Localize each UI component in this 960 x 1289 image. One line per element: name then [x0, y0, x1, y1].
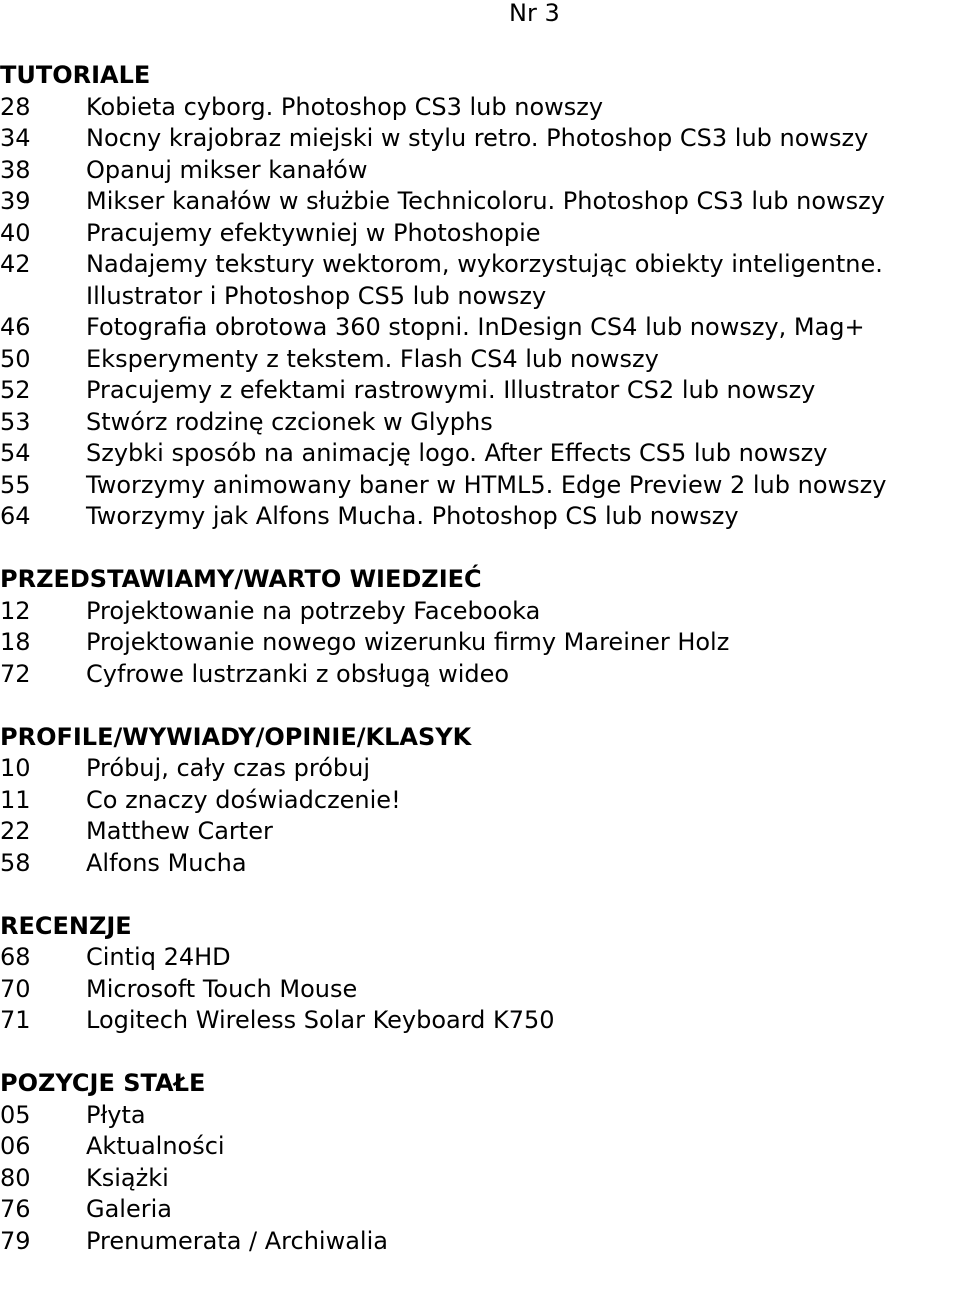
entry-page-number: 76: [0, 1195, 31, 1223]
entry-page-number: 53: [0, 407, 31, 436]
entry-title: Microsoft Touch Mouse: [86, 974, 358, 1003]
entry-title: Książki: [86, 1163, 169, 1192]
entry-title: Stwórz rodzinę czcionek w Glyphs: [86, 407, 493, 436]
entry-page-number: 12: [0, 596, 31, 625]
entry-title: Płyta: [86, 1100, 146, 1129]
list-item: [0, 344, 960, 376]
list-item: [0, 1194, 960, 1226]
entry-page-number: 55: [0, 470, 31, 499]
entry-page-number: 18: [0, 628, 31, 656]
entry-page-number: 50: [0, 344, 31, 373]
entry-page-number: 71: [0, 1006, 31, 1034]
list-item: [0, 470, 960, 502]
entry-page-number: 58: [0, 848, 31, 877]
list-item: [0, 501, 960, 533]
list-item: [0, 848, 960, 880]
list-item: [0, 186, 960, 218]
list-item: [0, 312, 960, 344]
list-item: [0, 218, 960, 250]
section-title-recenzje: RECENZJE: [0, 911, 132, 940]
entry-title: Szybki sposób na animację logo. After Effects CS5 lub nowszy: [86, 439, 828, 467]
list-item: [0, 753, 960, 785]
entry-title: Pracujemy z efektami rastrowymi. Illustrator CS2 lub nowszy: [86, 376, 816, 404]
entry-page-number: 80: [0, 1163, 31, 1192]
entry-page-number: 05: [0, 1100, 31, 1129]
entry-title: Fotografia obrotowa 360 stopni. InDesign CS4 lub nowszy, Mag+: [86, 313, 865, 341]
section-recenzje: [0, 911, 960, 1037]
entry-title: Mikser kanałów w służbie Technicoloru. Photoshop CS3 lub nowszy: [86, 187, 885, 215]
section-profile: [0, 722, 960, 880]
entry-title: Próbuj, cały czas próbuj: [86, 754, 371, 782]
entry-title: Prenumerata / Archiwalia: [86, 1226, 388, 1255]
entry-title: Pracujemy efektywniej w Photoshopie: [86, 218, 541, 247]
entry-title-continuation: Illustrator i Photoshop CS5 lub nowszy: [86, 281, 547, 310]
entry-title: Cintiq 24HD: [86, 943, 231, 971]
list-item: [0, 816, 960, 848]
entry-title: Galeria: [86, 1195, 172, 1223]
entry-page-number: 72: [0, 659, 31, 688]
entry-page-number: 34: [0, 124, 31, 152]
entry-page-number: 54: [0, 439, 31, 467]
entry-title: Projektowanie nowego wizerunku firmy Mareiner Holz: [86, 628, 730, 656]
entry-title: Logitech Wireless Solar Keyboard K750: [86, 1006, 555, 1034]
list-item: [0, 1005, 960, 1037]
entry-title: Co znaczy doświadczenie!: [86, 785, 401, 814]
section-pozycje-stale: [0, 1068, 960, 1257]
entry-page-number: 38: [0, 155, 31, 184]
list-item: [0, 123, 960, 155]
entry-title: Matthew Carter: [86, 817, 273, 845]
list-item: [0, 659, 960, 691]
list-item: [0, 407, 960, 439]
entry-page-number: 40: [0, 218, 31, 247]
list-item: [0, 1226, 960, 1258]
list-item: [0, 596, 960, 628]
entry-title: Tworzymy jak Alfons Mucha. Photoshop CS lub nowszy: [86, 502, 739, 530]
section-title-pozycje-stale: POZYCJE STAŁE: [0, 1069, 206, 1097]
entry-page-number: 64: [0, 502, 31, 530]
list-item: [0, 92, 960, 124]
entry-page-number: 39: [0, 187, 31, 215]
entry-page-number: 70: [0, 974, 31, 1003]
list-item: [0, 1163, 960, 1195]
list-item: [0, 1131, 960, 1163]
list-item: [0, 1100, 960, 1132]
entry-page-number: 46: [0, 313, 31, 341]
entry-page-number: 28: [0, 92, 31, 121]
entry-title-multiline: [86, 249, 960, 312]
list-item: [0, 155, 960, 187]
list-item: [0, 375, 960, 407]
entry-page-number: 79: [0, 1226, 31, 1255]
entry-title: Tworzymy animowany baner w HTML5. Edge Preview 2 lub nowszy: [86, 470, 887, 499]
page-number: Nr 3: [509, 0, 560, 27]
entry-title: Kobieta cyborg. Photoshop CS3 lub nowszy: [86, 92, 604, 121]
list-item: [0, 627, 960, 659]
section-tutoriale: [0, 60, 960, 533]
entry-page-number: 68: [0, 943, 31, 971]
entry-page-number: 42: [0, 250, 31, 278]
entry-title: Nadajemy tekstury wektorom, wykorzystując obiekty inteligentne.: [86, 250, 883, 278]
entry-page-number: 52: [0, 376, 31, 404]
entry-page-number: 22: [0, 817, 31, 845]
entry-page-number: 11: [0, 785, 31, 814]
section-title-tutoriale: TUTORIALE: [0, 61, 151, 89]
list-item: [0, 974, 960, 1006]
entry-title: Aktualności: [86, 1132, 225, 1160]
entry-title: Eksperymenty z tekstem. Flash CS4 lub nowszy: [86, 344, 659, 373]
entry-title: Opanuj mikser kanałów: [86, 155, 368, 184]
entry-page-number: 06: [0, 1132, 31, 1160]
list-item: [0, 785, 960, 817]
list-item: [0, 249, 960, 312]
section-title-przedstawiamy: PRZEDSTAWIAMY/WARTO WIEDZIEĆ: [0, 565, 482, 593]
list-item: [0, 942, 960, 974]
list-item: [0, 438, 960, 470]
section-title-profile: PROFILE/WYWIADY/OPINIE/KLASYK: [0, 722, 472, 751]
entry-title: Projektowanie na potrzeby Facebooka: [86, 596, 541, 625]
entry-title: Cyfrowe lustrzanki z obsługą wideo: [86, 659, 510, 688]
section-przedstawiamy: [0, 564, 960, 690]
entry-title: Nocny krajobraz miejski w stylu retro. Photoshop CS3 lub nowszy: [86, 124, 869, 152]
entry-title: Alfons Mucha: [86, 848, 247, 877]
entry-page-number: 10: [0, 754, 31, 782]
table-of-contents: [0, 60, 960, 1289]
